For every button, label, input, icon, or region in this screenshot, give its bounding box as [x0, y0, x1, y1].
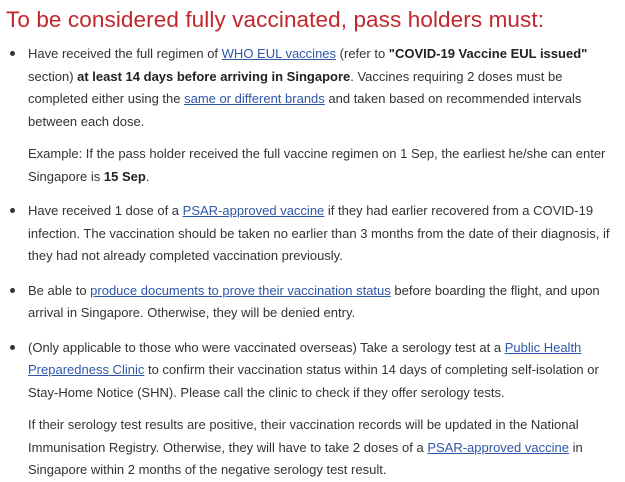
vaccination-documents-link[interactable]: produce documents to prove their vaccination status: [90, 282, 391, 298]
list-item-full-regimen: [6, 43, 621, 188]
page-title: To be considered fully vaccinated, pass holders must:: [6, 7, 545, 32]
bullet-icon: [10, 345, 15, 350]
example-date-emphasis: 15 Sep: [103, 168, 146, 184]
list-item-documents: [6, 280, 621, 325]
list-item-recovered: [6, 200, 621, 268]
bullet-icon: [10, 288, 15, 293]
eul-section-emphasis: "COVID-19 Vaccine EUL issued": [388, 46, 588, 61]
bullet-icon: [10, 208, 15, 213]
same-or-different-brands-link[interactable]: same or different brands: [184, 91, 325, 106]
psar-approved-vaccine-link-2[interactable]: PSAR-approved vaccine: [427, 439, 569, 455]
bullet-icon: [10, 51, 15, 56]
who-eul-vaccines-link[interactable]: WHO EUL vaccines: [221, 46, 337, 61]
list-item-serology: [6, 337, 621, 482]
documents-paragraph: Be able to produce documents to prove their vaccination status before boarding the flight, and upon arrival in Singapore. Otherwise, they will be denied entry.: [28, 282, 600, 320]
fourteen-days-emphasis: at least 14 days before arriving in Singapore: [77, 68, 351, 84]
public-health-preparedness-clinic-link[interactable]: Public Health Preparedness Clinic: [28, 339, 582, 377]
serology-results-paragraph: If their serology test results are positive, their vaccination records will be updated in the National Immunisation Registry. Otherwise, they will have to take 2 doses of a PSAR-approved vaccine in Singapore within 2 months of the negative serology test result.: [28, 417, 583, 477]
serology-paragraph: (Only applicable to those who were vaccinated overseas) Take a serology test at a Public Health Preparedness Clinic to confirm their vaccination status within 14 days of completing self-isolation or Stay-Home Notice (SHN). Please call the clinic to check if they offer serology tests.: [28, 339, 599, 400]
requirements-list: [6, 43, 621, 482]
example-paragraph: Example: If the pass holder received the full vaccine regimen on 1 Sep, the earliest he/she can enter Singapore is 15 Sep.: [28, 146, 606, 184]
psar-approved-vaccine-link[interactable]: PSAR-approved vaccine: [182, 203, 325, 218]
full-regimen-paragraph: Have received the full regimen of WHO EUL vaccines (refer to "COVID-19 Vaccine EUL issued" section) at least 14 days before arriving in Singapore. Vaccines requiring 2 doses must be completed either using the same or different brands and taken based on recommended intervals between each dose.: [28, 46, 588, 129]
recovered-paragraph: Have received 1 dose of a PSAR-approved vaccine if they had earlier recovered from a COVID-19 infection. The vaccination should be taken no earlier than 3 months from the date of their diagnosis, if they had not already completed vaccination previously.: [28, 203, 610, 263]
